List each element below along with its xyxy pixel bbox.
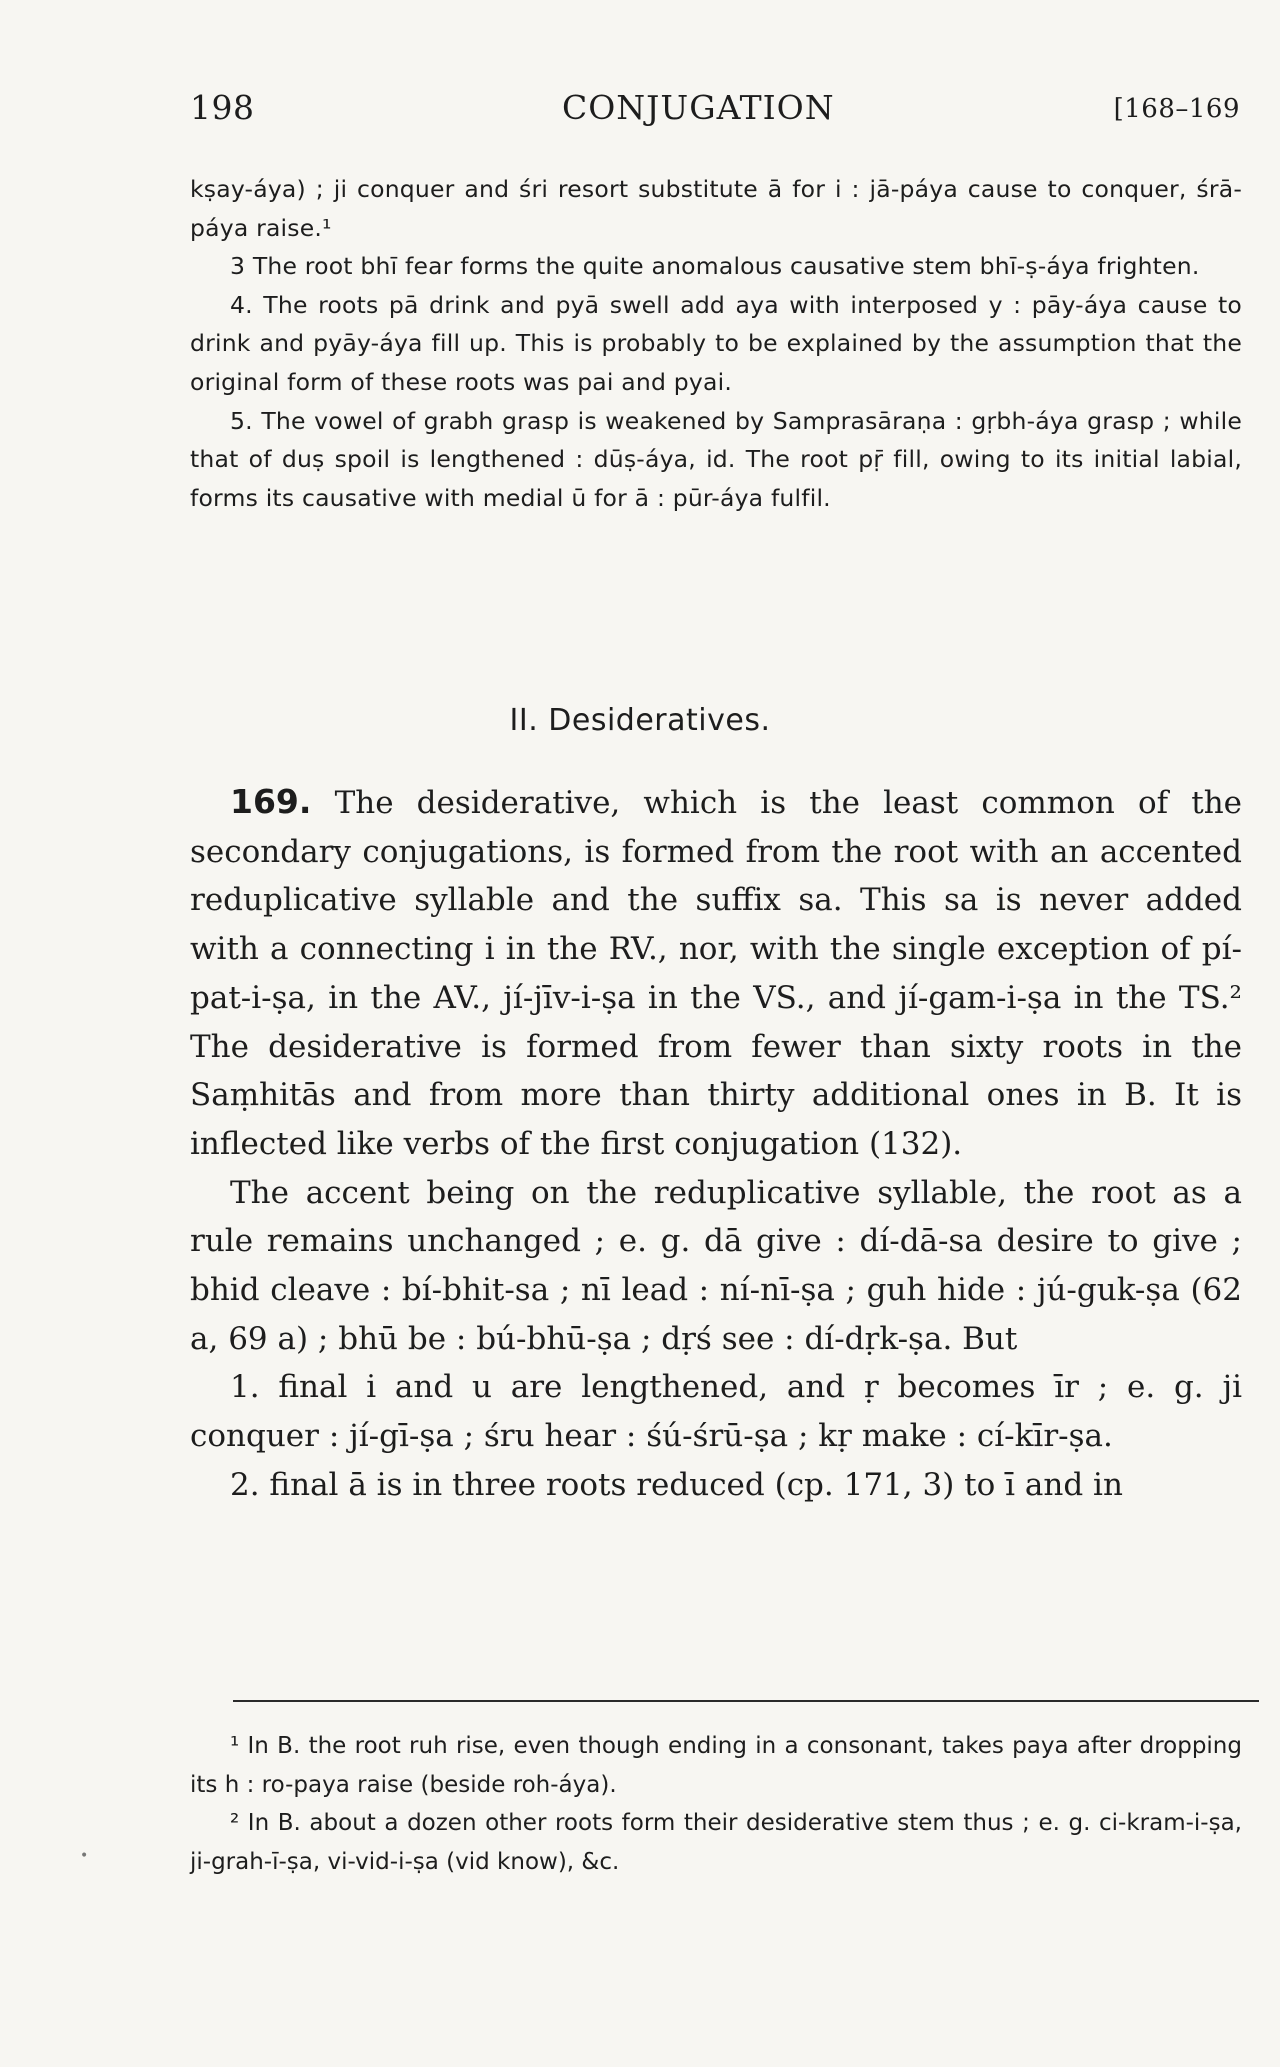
- section-169-text: The desiderative, which is the least common of the secondary conjugations, is formed from the root with an accented reduplicative syllable and the suffix sa. This sa is never added with a connecting i in the RV., nor, with the single exception of pí-pat-i-ṣa, in the AV., jí-jīv-i-ṣa in the VS., and jí-gam-i-ṣa in the TS.² The desiderative is formed from fewer than sixty roots in the Saṃhitās and from more than thirty additional ones in B. It is inflected like verbs of the first conjugation (132).: [190, 785, 1243, 1162]
- rule-1-paragraph: 1. final i and u are lengthened, and ṛ becomes īr ; e. g. ji conquer : jí-gī-ṣa ; śru hear : śú-śrū-ṣa ; kṛ make : cí-kīr-ṣa.: [190, 1369, 1242, 1455]
- rule-paragraph-5: 5. The vowel of grabh grasp is weakened by Samprasāraṇa : gṛbh-áya grasp ; while that of duṣ spoil is lengthened : dūṣ-áya, id. The root pṝ fill, owing to its initial labial, forms its causative with medial ū for ā : pūr-áya fulfil.: [190, 406, 1242, 512]
- scan-speck: •: [80, 1848, 89, 1864]
- rule-paragraph-3: 3 The root bhī fear forms the quite anomalous causative stem bhī-ṣ-áya frighten.: [230, 252, 1200, 281]
- page-title: CONJUGATION: [562, 88, 835, 127]
- desiderative-section: [190, 778, 1242, 1510]
- accent-paragraph: The accent being on the reduplicative syllable, the root as a rule remains unchanged ; e. g. dā give : dí-dā-sa desire to give ; bhid cleave : bí-bhit-sa ; nī lead : ní-nī-ṣa ; guh hide : jú-guk-ṣa (62 a, 69 a) ; bhū be : bú-bhū-ṣa ; dṛś see : dí-dṛk-ṣa. But: [190, 1174, 1242, 1357]
- footnote-2: ² In B. about a dozen other roots form their desiderative stem thus ; e. g. ci-kram-i-ṣa, ji-grah-ī-ṣa, vi-vid-i-ṣa (vid know), &c.: [190, 1810, 1242, 1875]
- section-range: [168–169: [1113, 94, 1240, 124]
- rule-paragraph-4: 4. The roots pā drink and pyā swell add aya with interposed y : pāy-áya cause to drink and pyāy-áya fill up. This is probably to be explained by the assumption that the original form of these roots was pai and pyai.: [190, 290, 1242, 396]
- running-head: [190, 88, 1240, 136]
- continued-paragraph: kṣay-áya) ; ji conquer and śri resort substitute ā for i : jā-páya cause to conquer, śrā-páya raise.¹: [190, 175, 1242, 242]
- footnote-divider: [233, 1700, 1259, 1702]
- section-heading: II. Desideratives.: [509, 703, 771, 738]
- paragraph-number: 169.: [230, 782, 312, 821]
- rule-2-paragraph: 2. final ā is in three roots reduced (cp. 171, 3) to ī and in: [230, 1466, 1123, 1503]
- footnote-1: ¹ In B. the root ruh rise, even though ending in a consonant, takes paya after dropping its h : ro-paya raise (beside roh-áya).: [190, 1733, 1242, 1798]
- page-number: 198: [190, 88, 255, 127]
- footnotes: [190, 1727, 1242, 1881]
- section-169-intro: [190, 778, 1242, 1169]
- top-text-block: [190, 170, 1242, 517]
